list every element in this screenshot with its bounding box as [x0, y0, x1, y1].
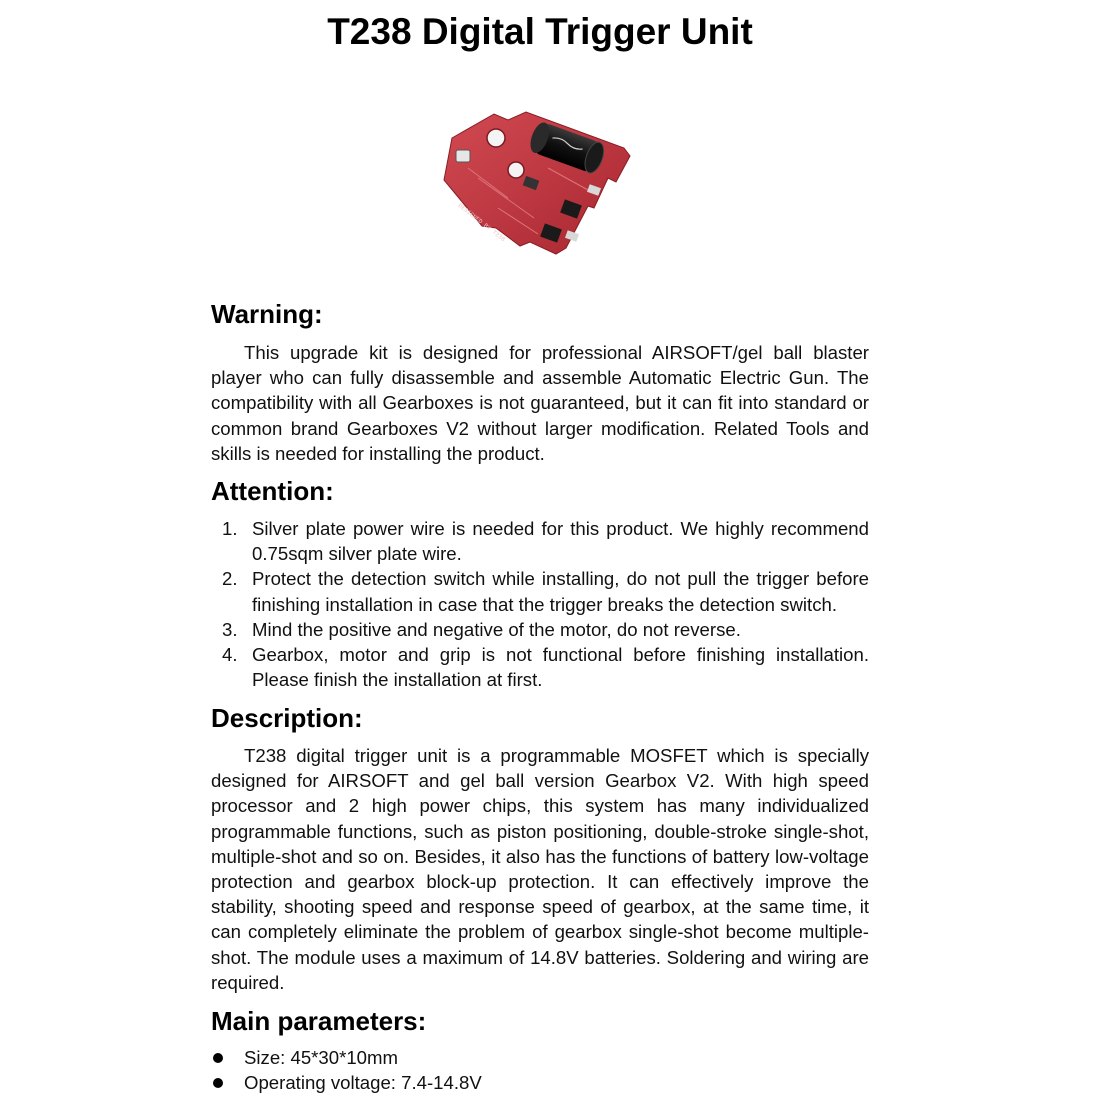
silkscreen-text: DESIGNED BY T238: [456, 202, 507, 244]
item-text: Gearbox, motor and grip is not functional before finishing installation. Please finish the installation at first.: [252, 644, 869, 691]
item-number: 4.: [222, 644, 238, 666]
item-text: Operating voltage: 7.4-14.8V: [244, 1072, 482, 1094]
item-number: 2.: [222, 568, 238, 590]
item-number: 1.: [222, 518, 238, 539]
list-item: [211, 516, 869, 566]
warning-text: This upgrade kit is designed for professional AIRSOFT/gel ball blaster player who can fully disassemble and assemble Automatic Electric Gun. The compatibility with all Gearboxes is not guaranteed, but it can fit into standard or common brand Gearboxes V2 without larger modification. Related Tools and skills is needed for installing the product.: [211, 342, 869, 464]
warning-heading: Warning:: [211, 299, 323, 329]
list-item: [211, 642, 869, 692]
item-number: 3.: [222, 618, 238, 640]
list-item: [211, 617, 869, 642]
item-text: Protect the detection switch while installing, do not pull the trigger before finishing installation in case that the trigger breaks the detection switch.: [252, 568, 869, 615]
mounting-hole: [487, 129, 505, 147]
list-item: [211, 1045, 869, 1070]
list-item: [211, 566, 869, 616]
product-photo: [438, 108, 638, 268]
attention-heading: Attention:: [211, 476, 334, 506]
description-text: T238 digital trigger unit is a programmable MOSFET which is specially designed for AIRSOFT and gel ball version Gearbox V2. With high speed processor and 2 high power chips, this system has many individualized programmable functions, such as piston positioning, double-stroke single-shot, multiple-shot and so on. Besides, it also has the functions of battery low-voltage protection and gearbox block-up protection. It can effectively improve the stability, shooting speed and response speed of gearbox, at the same time, it can completely eliminate the problem of gearbox single-shot become multiple-shot. The module uses a maximum of 14.8V batteries. Soldering and wiring are required.: [211, 745, 869, 993]
bullet-icon: [213, 1053, 223, 1063]
page-title: T238 Digital Trigger Unit: [327, 11, 753, 52]
attention-list: [211, 516, 869, 692]
parameters-list: [211, 1045, 869, 1095]
bullet-icon: [213, 1078, 223, 1088]
parameters-heading: Main parameters:: [211, 1006, 427, 1036]
item-text: Mind the positive and negative of the motor, do not reverse.: [252, 618, 741, 640]
item-text: Size: 45*30*10mm: [244, 1047, 398, 1068]
smd-switch: [456, 150, 470, 162]
description-heading: Description:: [211, 703, 363, 733]
item-text: Silver plate power wire is needed for this product. We highly recommend 0.75sqm silver plate wire.: [252, 518, 869, 565]
list-item: [211, 1070, 869, 1095]
mounting-hole: [508, 162, 524, 178]
